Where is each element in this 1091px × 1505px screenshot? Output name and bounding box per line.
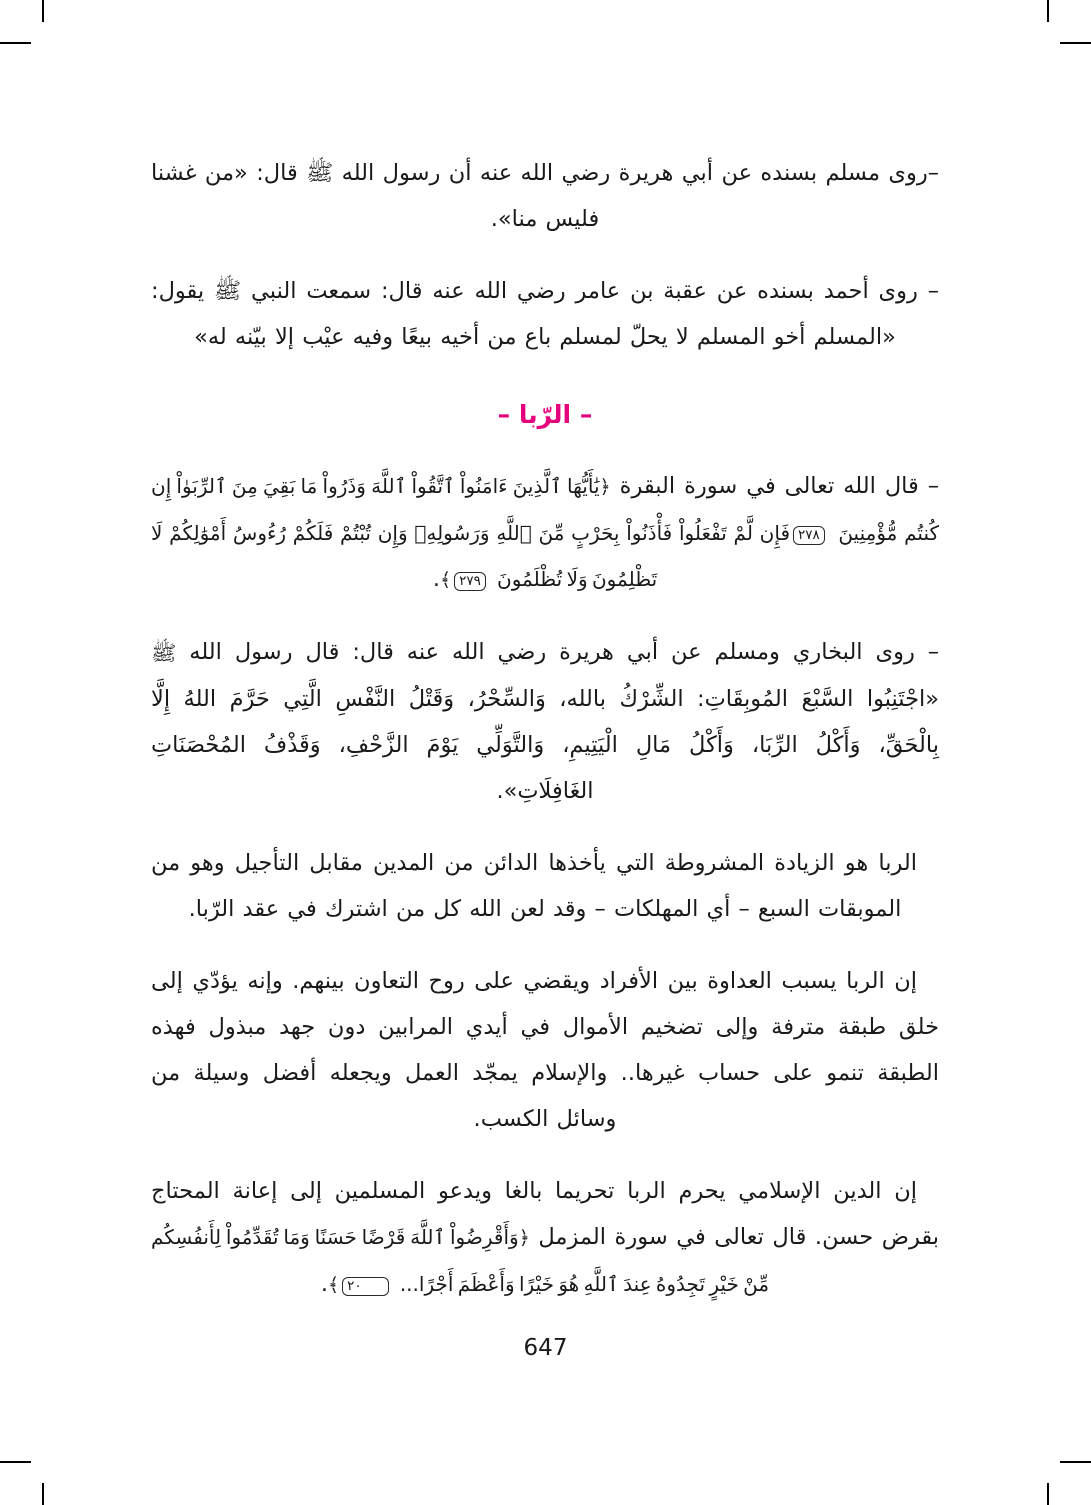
crop-mark-top-left-horizontal [0, 42, 31, 44]
paragraph-conclusion [151, 1168, 939, 1308]
crop-mark-top-left-vertical [42, 0, 44, 22]
quran-open-bracket: ﴿ [599, 476, 611, 498]
section-heading-riba: – الرّبا – [497, 400, 593, 429]
paragraph-riba-definition: الربا هو الزيادة المشروطة التي يأخذها الدائن من المدين مقابل التأجيل وهو من الموبقات السبع – أي المهلكات – وقد لعن الله كل من اشترك في عقد الرّبا. [151, 850, 917, 922]
text-column [151, 150, 939, 1322]
quran-muzzammil-verse-text: وَأَقْرِضُواْ ٱللَّهَ قَرْضًا حَسَنًا وَمَا تُقَدِّمُواْ لِأَنفُسِكُم مِّنْ خَيْرٍ تَجِدُوهُ عِندَ ٱللَّهِ هُوَ خَيْرًا وَأَعْظَمَ أَجْرًا [151, 1225, 770, 1296]
paragraph-quran-baqarah [151, 463, 939, 603]
quran-muzzammil-ellipsis: ... [399, 1272, 419, 1296]
hadith-seven-sins-text: «اجْتَنِبُوا السَّبْعَ المُوبِقَاتِ: الشِّرْكُ بالله، وَالسِّحْرُ، وَقَتْلُ النَّفْسِ الَّتِي حَرَّمَ اللهُ إِلَّا بِالْحَقِّ، وَأَكْلُ الرِّبَا، وَأَكْلُ مَالِ الْيَتِيمِ، وَالتَّوَلِّي يَوْمَ الزَّحْفِ، وَقَذْفُ المُحْصَنَاتِ الغَافِلَاتِ». [151, 686, 939, 804]
ayah-number-279: ٢٧٩ [454, 572, 486, 591]
quran-baqarah-verse-279: فَإِن لَّمْ تَفْعَلُواْ فَأْذَنُواْ بِحَرْبٍ مِّنَ ٱللَّهِ وَرَسُولِهِۖ وَإِن تُبْتُمْ فَلَكُمْ رُءُوسُ أَمْوَٰلِكُمْ لَا تَظْلِمُونَ وَلَا تُظْلَمُونَ [151, 521, 791, 591]
crop-mark-bottom-right-horizontal [1060, 1461, 1091, 1463]
ayah-number-20: ٢٠ [342, 1277, 389, 1296]
crop-mark-top-right-horizontal [1060, 42, 1091, 44]
crop-mark-bottom-right-vertical [1047, 1483, 1049, 1505]
paragraph-hadith-seven-sins [151, 629, 939, 814]
quran-muzzammil-open-bracket: ﴿ [518, 1227, 530, 1249]
paragraph-hadith-muslim: –روى مسلم بسنده عن أبي هريرة رضي الله عنه أن رسول الله ﷺ قال: «من غشنا فليس منا». [151, 160, 939, 232]
hadith-seven-sins-lead-in: – روى البخاري ومسلم عن أبي هريرة رضي الله عنه قال: قال رسول الله [189, 639, 939, 665]
page-number: 647 [523, 1335, 568, 1361]
quran-muzzammil-close-bracket: ﴾ [328, 1274, 340, 1296]
conclusion-lead-in: إن الدين الإسلامي يحرم الربا تحريما بالغا ويدعو المسلمين إلى إعانة المحتاج بقرض حسن. قال تعالى في سورة المزمل [151, 1178, 940, 1250]
quran-muzzammil-trailing-period: . [320, 1271, 329, 1297]
quran-baqarah-verse-278: يَٰأَيُّهَا ٱلَّذِينَ ءَامَنُواْ ٱتَّقُواْ ٱللَّهَ وَذَرُواْ مَا بَقِيَ مِنَ ٱلرِّبَوٰاْ إِن كُنتُم مُّؤْمِنِينَ [151, 474, 940, 545]
crop-mark-bottom-left-vertical [42, 1483, 44, 1505]
ayah-number-278: ٢٧٨ [793, 526, 825, 545]
paragraph-hadith-ahmad: – روى أحمد بسنده عن عقبة بن عامر رضي الله عنه قال: سمعت النبي ﷺ يقول: «المسلم أخو المسلم لا يحلّ لمسلم باع من أخيه بيعًا وفيه عيْب إلا بيّنه له» [151, 278, 939, 350]
crop-mark-bottom-left-horizontal [0, 1461, 31, 1463]
quran-close-bracket: ﴾ [439, 569, 452, 591]
sallallahu-alayhi-wasallam-icon: ﷺ [151, 641, 177, 665]
paragraph-riba-social-effects: إن الربا يسبب العداوة بين الأفراد ويقضي على روح التعاون بينهم. وإنه يؤدّي إلى خلق طبقة مترفة وإلى تضخيم الأموال في أيدي المرابين دون جهد مبذول فهذه الطبقة تنمو على حساب غيرها.. والإسلام يمجّد العمل ويجعله أفضل وسيلة من وسائل الكسب. [151, 968, 939, 1132]
quran-baqarah-lead-in: – قال الله تعالى في سورة البقرة [619, 473, 940, 499]
crop-mark-top-right-vertical [1047, 0, 1049, 22]
quran-baqarah-trailing-period: . [432, 566, 440, 592]
